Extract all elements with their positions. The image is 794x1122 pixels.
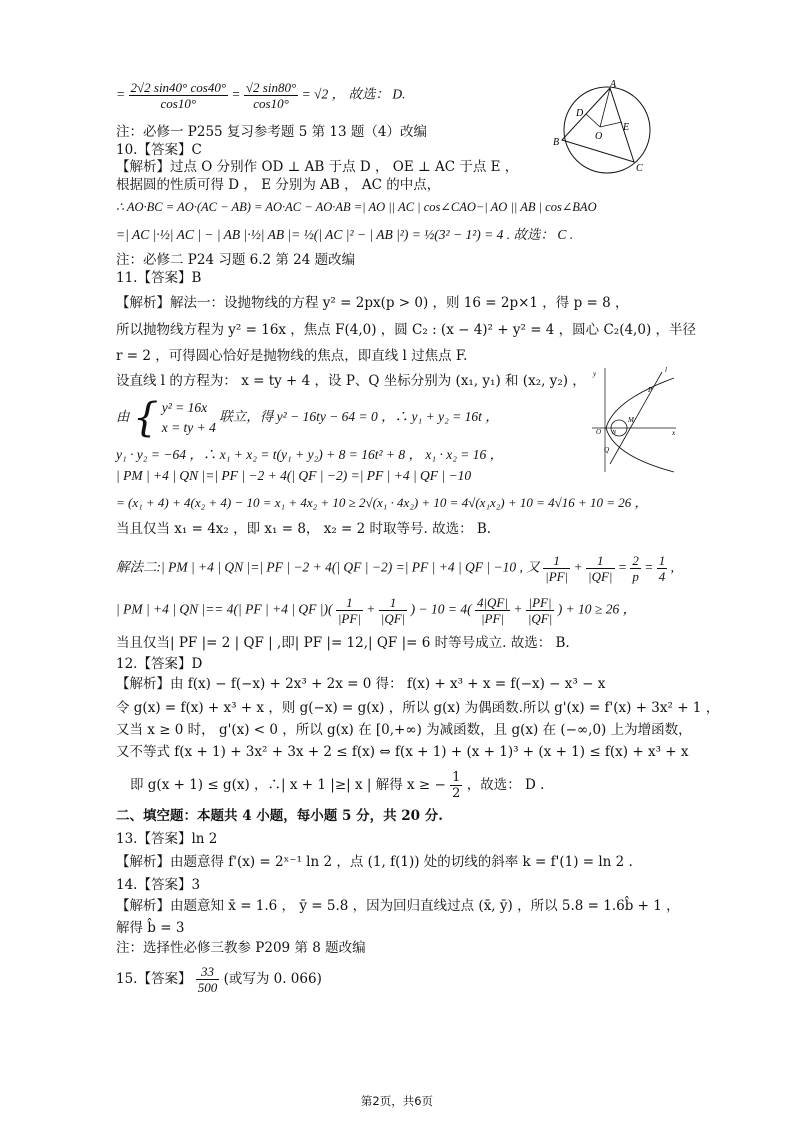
fraction-denominator: cos10° [160,96,197,111]
fraction: $\frac{33}{500}$ [197,964,218,995]
fig1-label: A [610,79,617,90]
analysis-11-line-3: r = 2 ，可得圆心恰好是抛物线的焦点，即直线 l 过焦点 F. [116,348,468,364]
answer-13: 13.【答案】ln 2 [116,831,218,847]
analysis-11-line-1: 【解析】解法一：设抛物线的方程 y² = 2px(p > 0) ，则 16 = 2p×1 ，得 p = 8 ， [116,295,629,311]
note-line: 注：必修二 P24 习题 6.2 第 24 题改编 [116,252,356,268]
fig2-label: l [665,366,667,374]
analysis-11-line-9: 当且仅当 x₁ = 4x₂ ，即 x₁ = 8， x₂ = 2 时取等号. 故选： B. [116,521,492,537]
fraction-numerator: 2√2 sin40° cos40° [130,80,227,95]
analysis-10-line-4: =| AC |·½| AC | − | AB |·½| AB |= ½(| AC |² − | AB |²) = ½(3² − 1²) = 4 . 故选： C . [116,227,574,242]
fraction: $\frac{1}{2}$ [452,770,461,801]
segment-od [586,114,600,127]
system-equation-2: x = ty + 4 [161,420,216,435]
answer-11: 11.【答案】B [116,270,202,286]
method-2-line-1: 解法二:| PM | +4 | QN |=| PF | −2 + 4(| QF | −2) =| PF | +4 | QF | −10 , 又 $\frac{1}{|PF|}$ + $\frac{1}{|QF|}$ = $\frac{2}{p}$ = $\frac{1}{4}$ , [116,553,675,584]
section-heading: 二、填空题：本题共 4 小题，每小题 5 分，共 20 分. [116,808,443,824]
line-1-tail: = √2 ， 故选： D. [301,86,406,102]
analysis-10-line-2: 根据圆的性质可得 D ， E 分别为 AB ， AC 的中点， [116,177,441,193]
fraction-numerator: √2 sin80° [245,80,297,95]
analysis-11-line-4: 设直线 l 的方程为： x = ty + 4 ，设 P、Q 坐标分别为 (x₁, y₁) 和 (x₂, y₂) ， [116,373,586,389]
fraction: $\frac{1}{|PF|}$ [545,553,569,584]
analysis-12-line-5-prefix: 即 g(x + 1) ≤ g(x) ，∴| x + 1 |≥| x | 解得 x ≥ − [130,777,446,793]
equation-system [162,398,216,438]
equals-sign: = [231,86,241,102]
fraction-1 [129,80,229,111]
fig2-label: N [612,430,617,436]
answer-15 [116,964,322,995]
analysis-14-line-2: 解得 b̂ = 3 [116,920,185,936]
note-line: 注：必修一 P255 复习参考题 5 第 13 题（4）改编 [116,124,427,140]
analysis-12-line-3: 又当 x ≥ 0 时， g'(x) < 0 ，所以 g(x) 在 [0,+∞) 为减函数，且 g(x) 在 (−∞,0) 上为增函数， [116,722,692,738]
method-2-line-2: | PM | +4 | QN |== 4(| PF | +4 | QF |)( $\frac{1}{|PF|}$ + $\frac{1}{|QF|}$ ) − 10 = 4( $\frac{4|QF|}{|PF|}$ + $\frac{|PF|}{|QF|}$ ) + 10 ≥ 26 ， [116,595,637,626]
fig2-label: M [628,416,634,424]
fig2-label: P [648,386,653,394]
fraction: $\frac{4|QF|}{|PF|}$ [476,595,508,626]
answer-14: 14.【答案】3 [116,877,201,893]
analysis-11-line-6: y₁ · y₂ = −64 ，∴ x₁ + x₂ = t(y₁ + y₂) + 8 = 16t² + 8 ， x₁ · x₂ = 16 ， [116,447,504,462]
fig1-label: D [576,108,584,119]
fraction: $\frac{1}{|PF|}$ [337,595,361,626]
analysis-12-line-1: 【解析】由 f(x) − f(−x) + 2x³ + 2x = 0 得： f(x) + x³ + x = f(−x) − x³ − x [116,676,606,692]
fraction-denominator: cos10° [253,96,289,111]
analysis-10-line-3: ∴ AO·BC = AO·(AC − AB) = AO·AC − AO·AB =| AO || AC | cos∠CAO−| AO || AB | cos∠BAO [116,200,597,214]
fig1-label: E [623,122,630,133]
page-footer: 第2页，共6页 [360,1094,434,1108]
fraction: $\frac{1}{|QF|}$ [380,595,406,626]
method-2-line-2-prefix: | PM | +4 | QN |== 4(| PF | +4 | QF |)( [116,601,333,617]
analysis-11-line-7: | PM | +4 | QN |=| PF | −2 + 4(| QF | −2) =| PF | +4 | QF | −10 [116,468,472,483]
note-line: 注：选择性必修三教参 P209 第 8 题改编 [116,940,366,956]
analysis-14-line-1: 【解析】由题意知 x̄ = 1.6 ， ȳ = 5.8 ，因为回归直线过点 (x̄, ȳ) ，所以 5.8 = 1.6b̂ + 1 ， [116,898,680,914]
answer-15-prefix: 15.【答案】 [116,971,192,987]
analysis-12-line-5 [130,770,544,801]
segment-oe [600,122,622,127]
analysis-13: 【解析】由题意得 f'(x) = 2ˣ⁻¹ ln 2 ，点 (1, f(1)) 处的切线的斜率 k = f'(1) = ln 2 . [116,854,633,870]
fig2-label: O [596,428,602,436]
analysis-11-line-8: = (x₁ + 4) + 4(x₂ + 4) − 10 = x₁ + 4x₂ + 10 ≥ 2√(x₁ · 4x₂) + 10 = 4√(x₁x₂) + 10 = 4√16 + 10 = 26 ， [116,495,648,510]
parabola-curve [606,378,674,472]
answer-10: 10.【答案】C [116,142,202,158]
fraction: $\frac{2}{p}$ [632,553,639,584]
method-2-line-2-suffix: ) + 10 ≥ 26 ， [557,601,637,617]
method-2-line-3: 当且仅当| PF |= 2 | QF | ,即| PF |= 12,| QF |= 6 时等号成立. 故选： B. [116,635,570,651]
fraction: $\frac{1}{|QF|}$ [588,553,613,584]
circle-triangle-figure [552,78,662,178]
line-1 [116,80,405,111]
analysis-12-line-4: 又不等式 f(x + 1) + 3x² + 3x + 2 ≤ f(x) ⇔ f(x + 1) + (x + 1)³ + (x + 1) ≤ f(x) + x³ + x [116,744,689,760]
fig1-label: O [595,131,603,142]
system-equation-1: y² = 16x [161,400,208,415]
fig2-label: y [593,370,597,378]
equals-sign: = [116,86,126,102]
method-2-prefix: 解法二:| PM | +4 | QN |=| PF | −2 + 4(| QF | −2) =| PF | +4 | QF | −10 , 又 [116,559,540,575]
system-suffix: 联立，得 y² − 16ty − 64 = 0 ，∴ y₁ + y₂ = 16t ， [219,409,499,425]
method-2-line-2-middle: ) − 10 = 4( [410,601,472,617]
parabola-figure [588,364,680,476]
analysis-12-line-2: 令 g(x) = f(x) + x³ + x ，则 g(−x) = g(x) ，所以 g(x) 为偶函数.所以 g'(x) = f'(x) + 3x² + 1 ， [116,700,720,716]
fraction: $\frac{1}{4}$ [658,553,666,584]
fraction-2 [244,80,298,111]
analysis-10-line-1: 【解析】过点 O 分别作 OD ⊥ AB 于点 D ， OE ⊥ AC 于点 E ， [116,159,519,175]
left-brace: { [132,395,159,441]
line-l [610,372,662,464]
fig1-label: C [636,163,643,174]
fraction: $\frac{|PF|}{|QF|}$ [527,595,553,626]
equation-system-line [116,395,499,441]
answer-15-suffix: (或写为 0. 066) [223,971,322,987]
fig2-label: Q [604,446,610,454]
analysis-12-line-5-suffix: ，故选： D . [466,777,545,793]
fig2-label: x [672,429,676,437]
fig1-label: B [553,137,560,148]
answer-12: 12.【答案】D [116,656,203,672]
analysis-11-line-2: 所以抛物线方程为 y² = 16x ，焦点 F(4,0) ，圆 C₂ : (x − 4)² + y² = 4 ，圆心 C₂(4,0) ，半径 [116,322,696,338]
system-prefix: 由 [116,409,130,425]
